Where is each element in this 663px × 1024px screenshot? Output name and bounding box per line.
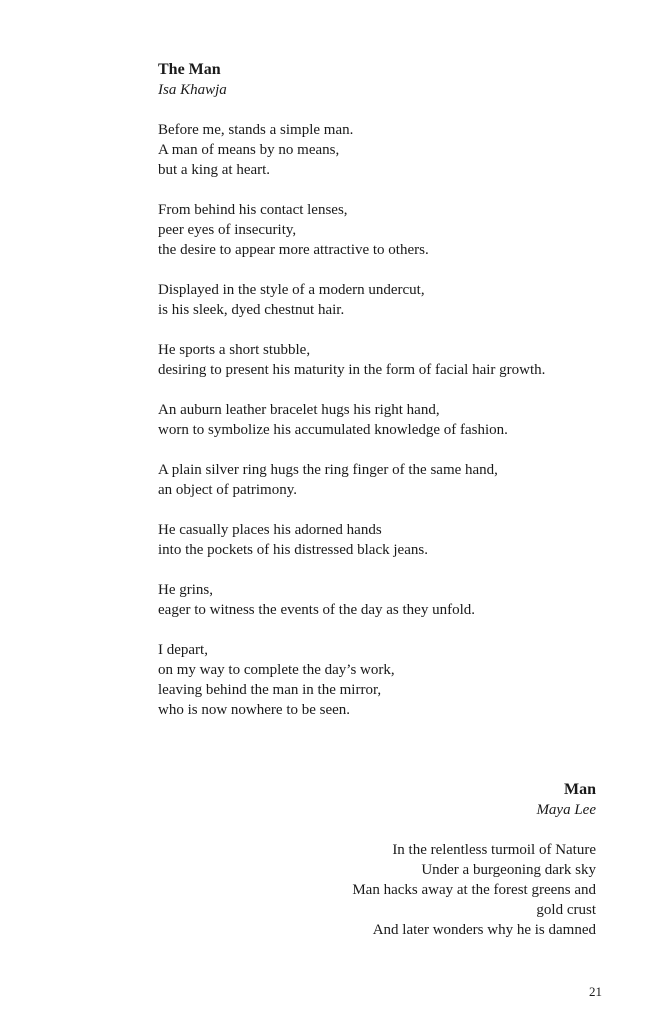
poem-man xyxy=(196,780,596,960)
poem-line: who is now nowhere to be seen. xyxy=(158,702,351,718)
poem-line: gold crust xyxy=(536,902,596,918)
poem-line: is his sleek, dyed chestnut hair. xyxy=(158,302,345,318)
poem-line: Man hacks away at the forest greens and xyxy=(352,882,596,898)
poem-line: Under a burgeoning dark sky xyxy=(421,862,596,878)
stanza xyxy=(158,520,618,560)
poem-line: An auburn leather bracelet hugs his right hand, xyxy=(158,402,440,418)
poem-author: Isa Khawja xyxy=(158,82,227,98)
stanza xyxy=(158,340,618,380)
poem-line: worn to symbolize his accumulated knowledge of fashion. xyxy=(158,422,508,438)
stanza xyxy=(158,640,618,720)
stanza xyxy=(158,580,618,620)
poem-line: leaving behind the man in the mirror, xyxy=(158,682,382,698)
poem-line: Displayed in the style of a modern undercut, xyxy=(158,282,425,298)
poem-author: Maya Lee xyxy=(536,802,596,818)
poem-line: eager to witness the events of the day as they unfold. xyxy=(158,602,475,618)
poem-line: In the relentless turmoil of Nature xyxy=(392,842,596,858)
stanza xyxy=(158,200,618,260)
poem-title: The Man xyxy=(158,61,221,78)
poem-line: Before me, stands a simple man. xyxy=(158,122,354,138)
poem-line: And later wonders why he is damned xyxy=(372,922,596,938)
poem-line: From behind his contact lenses, xyxy=(158,202,348,218)
poem-line: He grins, xyxy=(158,582,213,598)
stanza xyxy=(158,400,618,440)
stanza xyxy=(158,120,618,180)
poem-line: He sports a short stubble, xyxy=(158,342,311,358)
stanza xyxy=(158,460,618,500)
poem-line: but a king at heart. xyxy=(158,162,271,178)
poem-line: into the pockets of his distressed black jeans. xyxy=(158,542,428,558)
poem-line: He casually places his adorned hands xyxy=(158,522,382,538)
poem-title: Man xyxy=(564,781,596,798)
poem-line: A man of means by no means, xyxy=(158,142,340,158)
page-number: 21 xyxy=(589,984,602,999)
poem-line: desiring to present his maturity in the form of facial hair growth. xyxy=(158,362,546,378)
poem-line: an object of patrimony. xyxy=(158,482,297,498)
stanza xyxy=(196,840,596,940)
poem-line: peer eyes of insecurity, xyxy=(158,222,297,238)
poem-line: A plain silver ring hugs the ring finger of the same hand, xyxy=(158,462,498,478)
poem-line: the desire to appear more attractive to others. xyxy=(158,242,429,258)
poem-line: on my way to complete the day’s work, xyxy=(158,662,395,678)
poem-line: I depart, xyxy=(158,642,208,658)
stanza xyxy=(158,280,618,320)
poem-the-man xyxy=(158,60,618,740)
